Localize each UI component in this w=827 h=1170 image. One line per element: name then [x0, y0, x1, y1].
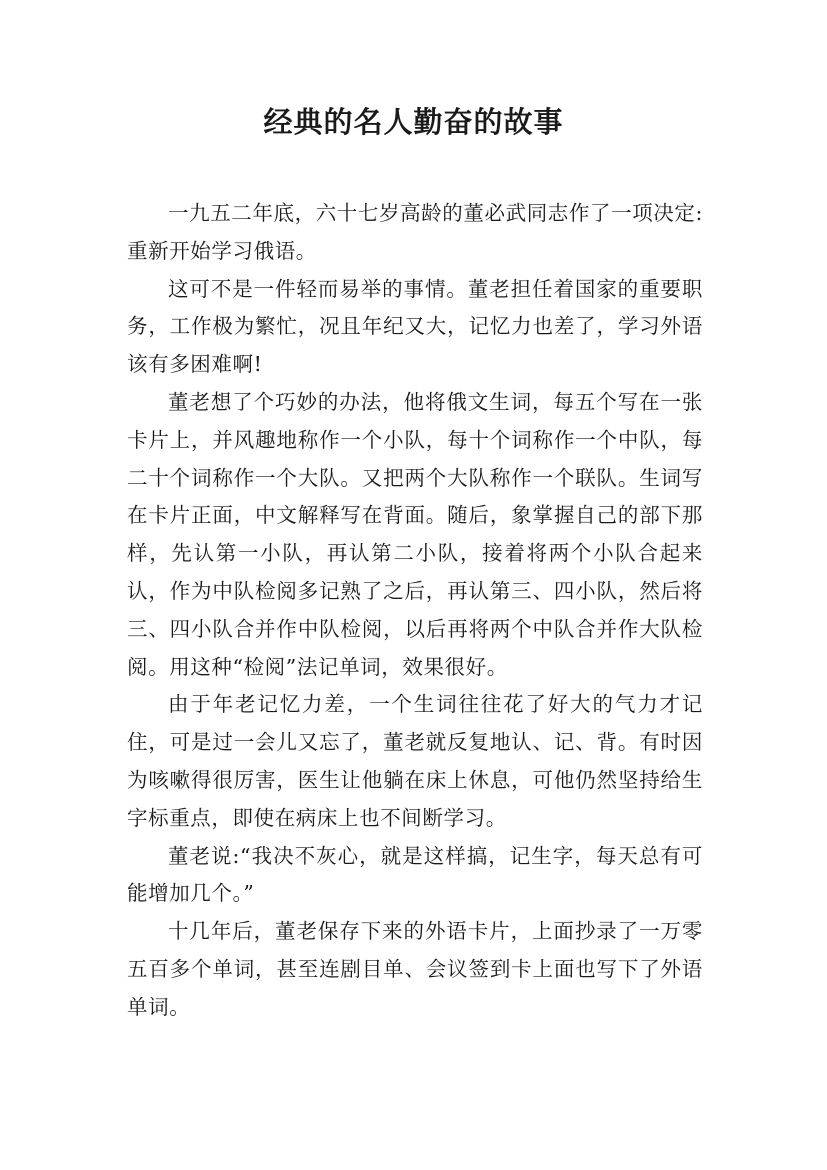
paragraph-3: 董老想了个巧妙的办法，他将俄文生词，每五个写在一张卡片上，并风趣地称作一个小队，每十个词称作一个中队，每二十个词称作一个大队。又把两个大队称作一个联队。生词写在卡片正面，中文解释写在背面。随后，象掌握自己的部下那样，先认第一小队，再认第二小队，接着将两个小队合起来认，作为中队检阅多记熟了之后，再认第三、四小队，然后将三、四小队合并作中队检阅，以后再将两个中队合并作大队检阅。用这种“检阅”法记单词，效果很好。 [127, 389, 703, 679]
paragraph-1: 一九五二年底，六十七岁高龄的董必武同志作了一项决定:重新开始学习俄语。 [127, 201, 704, 263]
paragraph-4: 由于年老记忆力差，一个生词往往花了好大的气力才记住，可是过一会儿又忘了，董老就反复地认、记、背。有时因为咳嗽得很厉害，医生让他躺在床上休息，可他仍然坚持给生字标重点，即使在病床上也不间断学习。 [127, 692, 703, 830]
paragraph-6: 十几年后，董老保存下来的外语卡片，上面抄录了一万零五百多个单词，甚至连剧目单、会议签到卡上面也写下了外语单词。 [127, 919, 703, 1019]
paragraph-5: 董老说:“我决不灰心，就是这样搞，记生字，每天总有可能增加几个。” [127, 843, 703, 906]
document-title: 经典的名人勤奋的故事 [263, 105, 564, 139]
paragraph-2: 这可不是一件轻而易举的事情。董老担任着国家的重要职务，工作极为繁忙，况且年纪又大，记忆力也差了，学习外语该有多困难啊! [127, 276, 703, 377]
document-body [127, 195, 703, 1027]
